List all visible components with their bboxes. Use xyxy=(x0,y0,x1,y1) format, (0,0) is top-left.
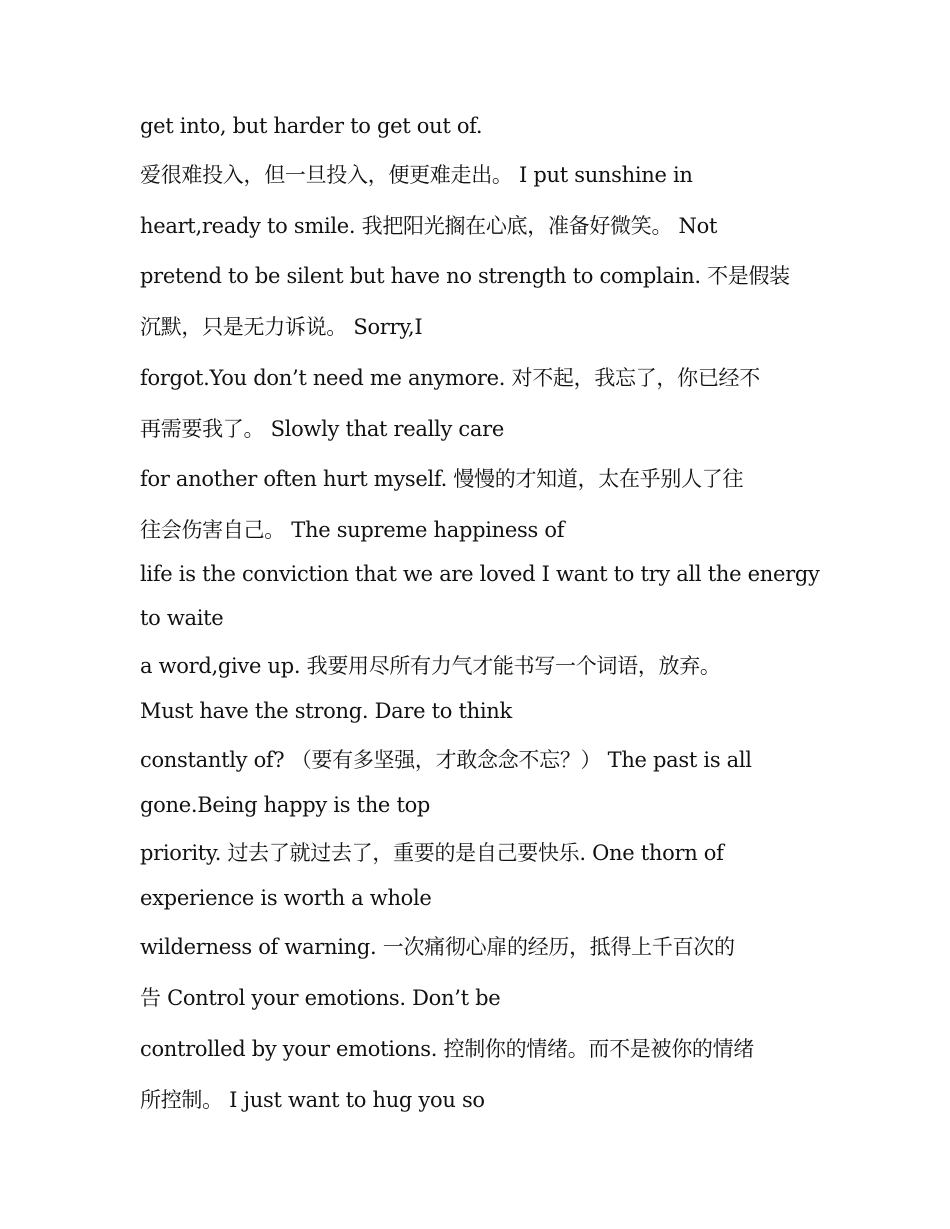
text-line: experience is worth a whole xyxy=(140,886,432,910)
text-line: priority. 过去了就过去了，重要的是自己要快乐. One thorn of xyxy=(140,841,724,865)
text-line: 告 Control your emotions. Don’t be xyxy=(140,986,501,1010)
text-line: pretend to be silent but have no strength to complain. 不是假装 xyxy=(140,264,790,288)
text-line: wilderness of warning. 一次痛彻心扉的经历，抵得上千百次的 xyxy=(140,935,735,959)
text-line: for another often hurt myself. 慢慢的才知道，太在乎别人了往 xyxy=(140,467,744,491)
text-line: 爱很难投入，但一旦投入，便更难走出。 I put sunshine in xyxy=(140,163,693,187)
text-line: gone.Being happy is the top xyxy=(140,793,431,817)
text-line: Must have the strong. Dare to think xyxy=(140,699,512,723)
text-line: constantly of? （要有多坚强，才敢念念不忘？） The past is all xyxy=(140,748,752,772)
text-line: heart,ready to smile. 我把阳光搁在心底，准备好微笑。 Not xyxy=(140,214,718,238)
text-line: to waite xyxy=(140,606,224,630)
text-line: controlled by your emotions. 控制你的情绪。而不是被你的情绪 xyxy=(140,1037,754,1061)
text-line: forgot.You don’t need me anymore. 对不起，我忘了，你已经不 xyxy=(140,366,760,390)
text-line: 再需要我了。 Slowly that really care xyxy=(140,417,504,441)
text-line: a word,give up. 我要用尽所有力气才能书写一个词语，放弃。 xyxy=(140,654,721,678)
text-line: 所控制。 I just want to hug you so xyxy=(140,1088,485,1112)
text-line: get into, but harder to get out of. xyxy=(140,114,483,138)
text-line: 沉默，只是无力诉说。 Sorry,I xyxy=(140,315,423,339)
text-line: life is the conviction that we are loved I want to try all the energy xyxy=(140,562,820,586)
text-line: 往会伤害自己。 The supreme happiness of xyxy=(140,518,565,542)
